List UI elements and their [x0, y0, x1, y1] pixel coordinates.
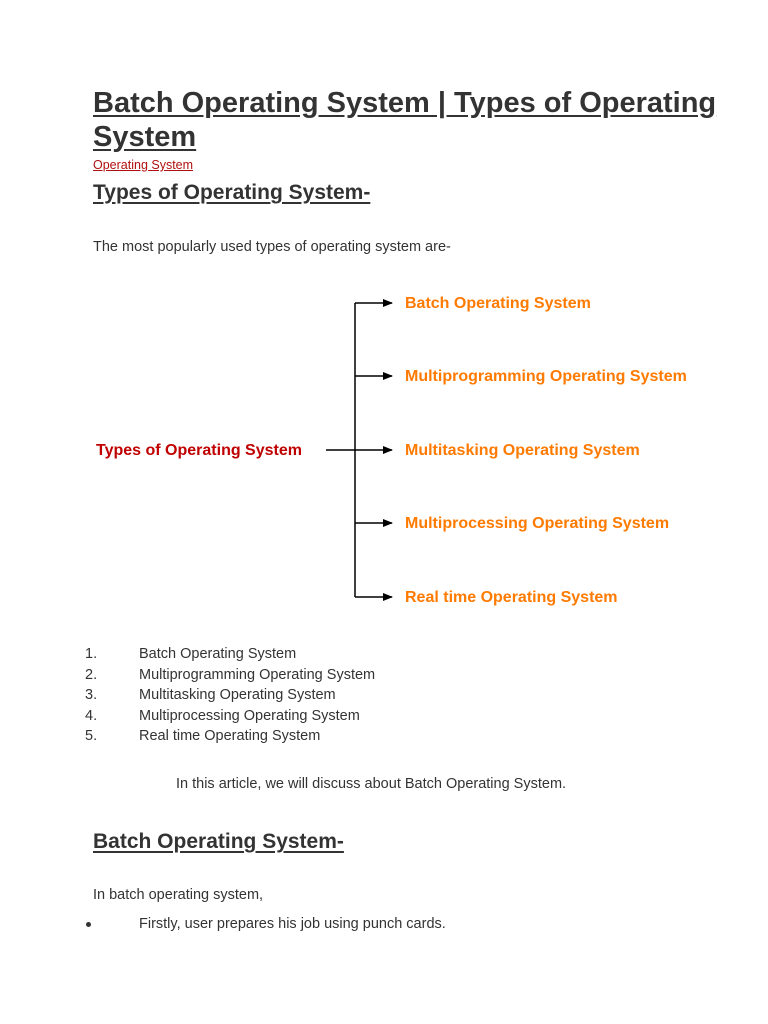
list-item-text: Multitasking Operating System	[139, 687, 336, 703]
types-intro-text: The most popularly used types of operating system are-	[93, 239, 451, 255]
bullet-icon	[86, 922, 91, 927]
section-heading-types: Types of Operating System-	[93, 181, 371, 204]
list-item-number: 5.	[85, 728, 98, 744]
diagram-leaf-multiprocessing: Multiprocessing Operating System	[405, 515, 670, 532]
diagram-root-label: Types of Operating System	[96, 442, 302, 459]
list-item-number: 3.	[85, 687, 98, 703]
list-item-text: Multiprogramming Operating System	[139, 666, 376, 683]
list-item-text: Batch Operating System	[139, 646, 297, 662]
category-link[interactable]: Operating System	[93, 158, 194, 172]
list-item-text: Real time Operating System	[139, 728, 321, 744]
page-title: Batch Operating System | Types of Operating System	[93, 87, 717, 153]
diagram-leaf-realtime: Real time Operating System	[405, 589, 618, 606]
section-heading-batch: Batch Operating System-	[93, 830, 344, 853]
diagram-leaf-multitasking: Multitasking Operating System	[405, 442, 640, 459]
os-types-diagram	[0, 280, 768, 620]
list-item-text: Multiprocessing Operating System	[139, 707, 360, 724]
batch-intro-text: In batch operating system,	[93, 887, 264, 903]
list-item-number: 4.	[85, 707, 98, 724]
list-item-text: Firstly, user prepares his job using punch cards.	[139, 916, 446, 932]
list-item-number: 2.	[85, 666, 98, 683]
list-item-number: 1.	[85, 646, 98, 662]
article-note: In this article, we will discuss about Batch Operating System.	[176, 776, 567, 792]
diagram-leaf-batch: Batch Operating System	[405, 295, 591, 312]
diagram-leaf-multiprogramming: Multiprogramming Operating System	[405, 368, 687, 385]
